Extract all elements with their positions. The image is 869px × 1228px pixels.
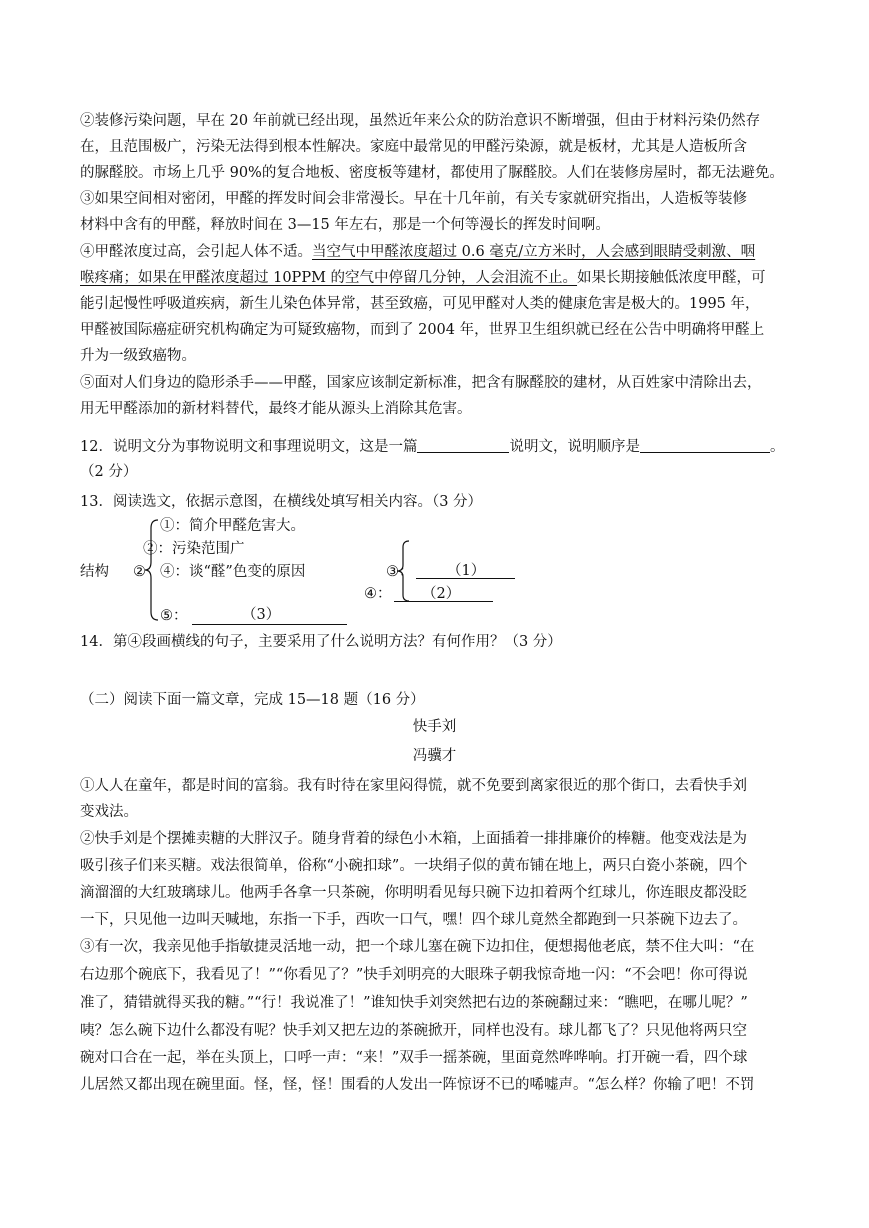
paragraph-3-line-2: 材料中含有的甲醛，释放时间在 3—15 年左右，那是一个何等漫长的挥发时间啊。 (80, 217, 610, 233)
question-14: 14．第④段画横线的句子，主要采用了什么说明方法？有何作用？（3 分） (80, 634, 562, 650)
question-12-score: （2 分） (80, 464, 138, 480)
diagram-root-number: ② (133, 564, 146, 580)
answer-blank-1-label: （1） (447, 563, 486, 579)
question-12 (80, 436, 784, 457)
paragraph-2-line-2: 在，且范围极广，污染无法得到根本性解决。家庭中最常见的甲醛污染源，就是板材，尤其是人造板所含 (80, 139, 747, 155)
article-author: 冯骥才 (412, 748, 457, 764)
article-paragraph-3-line-1: ③有一次，我亲见他手指敏捷灵活地一动，把一个球儿塞在碗下边扣住，便想揭他老底，禁不住大叫：“在 (80, 939, 755, 955)
diagram-item-5: ⑤： (160, 608, 188, 624)
article-paragraph-1-line-1: ①人人在童年，都是时间的富翁。我有时待在家里闷得慌，就不免要到离家很近的那个街口，去看快手刘 (80, 778, 747, 794)
article-paragraph-3-line-6: 儿居然又都出现在碗里面。怪，怪，怪！围看的人发出一阵惊讶不已的唏嘘声。“怎么样？你输了吧！不罚 (80, 1077, 755, 1093)
diagram-item-1: ①：简介甲醛危害大。 (160, 518, 305, 534)
article-paragraph-1-line-2: 变戏法。 (80, 804, 138, 820)
diagram-item-4: ④：谈“醛”色变的原因 (160, 564, 306, 580)
diagram-item-4b: ④： (364, 586, 392, 602)
question-12-text-a: 12．说明文分为事物说明文和事理说明文，这是一篇 (80, 439, 418, 455)
article-paragraph-2-line-1: ②快手刘是个摆摊卖糖的大胖汉子。随身背着的绿色小木箱，上面插着一排排廉价的棒糖。他变戏法是为 (80, 831, 747, 847)
question-12-period: 。 (769, 439, 785, 455)
article-paragraph-3-line-2: 右边那个碗底下，我看见了！”“你看见了？”快手刘明亮的大眼珠子朝我惊奇地一闪：“不会吧！你可得说 (80, 967, 748, 983)
article-paragraph-2-line-3: 滴溜溜的大红玻璃球儿。他两手各拿一只茶碗，你明明看见每只碗下边扣着两个红球儿，你连眼皮都没眨 (80, 885, 747, 901)
paragraph-4-continuation: 如果长期接触低浓度甲醛，可 (577, 270, 766, 286)
paragraph-4-line-5: 升为一级致癌物。 (80, 348, 196, 364)
answer-blank-2-label: （2） (422, 586, 461, 602)
article-title: 快手刘 (412, 719, 457, 735)
question-12-text-b: 说明文，说明顺序是 (509, 439, 640, 455)
paragraph-4-line-3: 能引起慢性呼吸道疾病，新生儿染色体异常，甚至致癌，可见甲醛对人类的健康危害是极大的。1995 年， (80, 296, 760, 312)
paragraph-2-line-3: 的脲醛胶。市场上几乎 90%的复合地板、密度板等建材，都使用了脲醛胶。人们在装修房屋时，都无法避免。 (80, 165, 784, 181)
structure-label: 结构 (80, 564, 109, 580)
section-2-heading: （二）阅读下面一篇文章，完成 15—18 题（16 分） (80, 692, 425, 708)
paragraph-5-line-1: ⑤面对人们身边的隐形杀手——甲醛，国家应该制定新标准，把含有脲醛胶的建材，从百姓家中清除出去， (80, 375, 762, 391)
article-paragraph-2-line-2: 吸引孩子们来买糖。戏法很简单，俗称“小碗扣球”。一块绢子似的黄布铺在地上，两只白瓷小茶碗，四个 (80, 858, 748, 874)
paragraph-4-line-1 (80, 242, 755, 262)
diagram-item-2: ②：污染范围广 (143, 541, 245, 557)
underlined-sentence-part-2: 喉疼痛；如果在甲醛浓度超过 10PPM 的空气中停留几分钟，人会泪流不止。 (80, 270, 578, 286)
article-paragraph-3-line-3: 准了，猜错就得买我的糖。”“行！我说准了！”谁知快手刘突然把右边的茶碗翻过来：“瞧吧，在哪儿呢？” (80, 995, 748, 1011)
article-paragraph-2-line-4: 一下，只见他一边叫天喊地，东指一下手，西吹一口气，嘿！四个球儿竟然全都跑到一只茶碗下边去了。 (80, 912, 747, 928)
paragraph-3-line-1: ③如果空间相对密闭，甲醛的挥发时间会非常漫长。早在十几年前，有关专家就研究指出，人造板等装修 (80, 191, 747, 207)
underlined-sentence-part-1: 当空气中甲醛浓度超过 0.6 毫克/立方米时，人会感到眼睛受刺激、咽 (312, 244, 756, 260)
article-paragraph-3-line-4: 咦？怎么碗下边什么都没有呢？快手刘又把左边的茶碗掀开，同样也没有。球儿都飞了？只见他将两只空 (80, 1023, 747, 1039)
paragraph-5-line-2: 用无甲醛添加的新材料替代，最终才能从源头上消除其危害。 (80, 401, 472, 417)
article-paragraph-3-line-5: 碗对口合在一起，举在头顶上，口呼一声：“来！”双手一摇茶碗，里面竟然哗哗响。打开碗一看，四个球 (80, 1050, 748, 1066)
paragraph-4-plain-text: ④甲醛浓度过高，会引起人体不适。 (80, 244, 312, 260)
diagram-item-3: ③： (386, 564, 414, 580)
answer-blank-3-label: （3） (242, 607, 281, 623)
answer-blank-text-type[interactable] (417, 436, 509, 453)
answer-blank-order[interactable] (640, 436, 770, 453)
paragraph-4-line-4: 甲醛被国际癌症研究机构确定为可疑致癌物，而到了 2004 年，世界卫生组织就已经在公告中明确将甲醛上 (80, 322, 765, 338)
question-13: 13．阅读选文，依据示意图，在横线处填写相关内容。（3 分） (80, 494, 483, 510)
paragraph-2-line-1: ②装修污染问题，早在 20 年前就已经出现，虽然近年来公众的防治意识不断增强，但由于材料污染仍然存 (80, 113, 761, 129)
paragraph-4-line-2 (80, 268, 766, 288)
